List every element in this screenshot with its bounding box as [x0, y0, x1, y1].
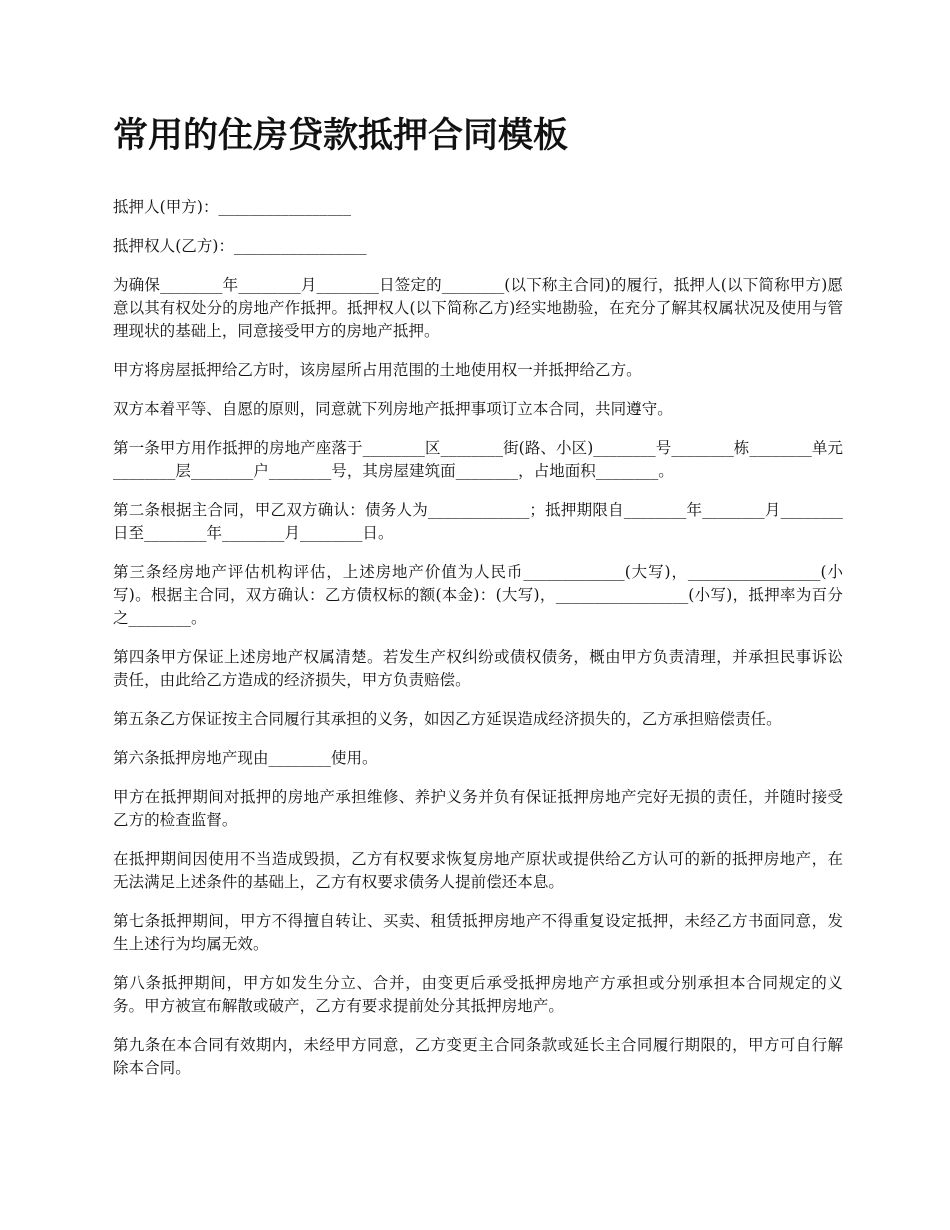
- clause-7: 第七条抵押期间，甲方不得擅自转让、买卖、租赁抵押房地产不得重复设定抵押，未经乙方书面同意，发生上述行为均属无效。: [113, 912, 843, 953]
- clause-3: 第三条经房地产评估机构评估，上述房地产价值为人民币_____________(大写)，_________________(小写)。根据主合同，双方确认：乙方债权标的额(本金)：(大写)，_________________(小写)，抵押率为百分之________。: [113, 563, 843, 627]
- page-title: 常用的住房贷款抵押合同模板: [113, 115, 569, 156]
- clause-6-damage: 在抵押期间因使用不当造成毁损，乙方有权要求恢复房地产原状或提供给乙方认可的新的抵押房地产，在无法满足上述条件的基础上，乙方有权要求债务人提前偿还本息。: [113, 850, 843, 891]
- paragraph-preamble: 为确保________年________月________日签定的________(以下称主合同)的履行，抵押人(以下简称甲方)愿意以其有权处分的房地产作抵押。抵押权人(以下简称乙方)经实地勘验，在充分了解其权属状况及使用与管理现状的基础上，同意接受甲方的房地产抵押。: [113, 276, 843, 340]
- clause-8: 第八条抵押期间，甲方如发生分立、合并，由变更后承受抵押房地产方承担或分别承担本合同规定的义务。甲方被宣布解散或破产，乙方有要求提前处分其抵押房地产。: [113, 974, 843, 1015]
- clause-6-maintenance: 甲方在抵押期间对抵押的房地产承担维修、养护义务并负有保证抵押房地产完好无损的责任，并随时接受乙方的检查监督。: [113, 788, 843, 829]
- clause-9: 第九条在本合同有效期内，未经甲方同意，乙方变更主合同条款或延长主合同履行期限的，甲方可自行解除本合同。: [113, 1036, 843, 1077]
- paragraph-principles: 双方本着平等、自愿的原则，同意就下列房地产抵押事项订立本合同，共同遵守。: [113, 400, 673, 418]
- clause-4: 第四条甲方保证上述房地产权属清楚。若发生产权纠纷或债权债务，概由甲方负责清理，并承担民事诉讼责任，由此给乙方造成的经济损失，甲方负责赔偿。: [113, 648, 843, 689]
- paragraph-mortgagee: 抵押权人(乙方)：_________________: [113, 237, 367, 255]
- clause-1: 第一条甲方用作抵押的房地产座落于________区________街(路、小区)________号________栋________单元________层________户________号，其房屋建筑面________，占地面积________。: [113, 439, 843, 480]
- paragraph-land-use-right: 甲方将房屋抵押给乙方时，该房屋所占用范围的土地使用权一并抵押给乙方。: [113, 361, 642, 379]
- clause-2: 第二条根据主合同，甲乙双方确认：债务人为_____________；抵押期限自________年________月________日至________年________月________日。: [113, 501, 843, 542]
- paragraph-mortgagor: 抵押人(甲方)：_________________: [113, 198, 352, 216]
- document-body: [113, 108, 843, 1096]
- clause-5: 第五条乙方保证按主合同履行其承担的义务，如因乙方延误造成经济损失的，乙方承担赔偿责任。: [113, 710, 782, 728]
- clause-6: 第六条抵押房地产现由________使用。: [113, 749, 378, 767]
